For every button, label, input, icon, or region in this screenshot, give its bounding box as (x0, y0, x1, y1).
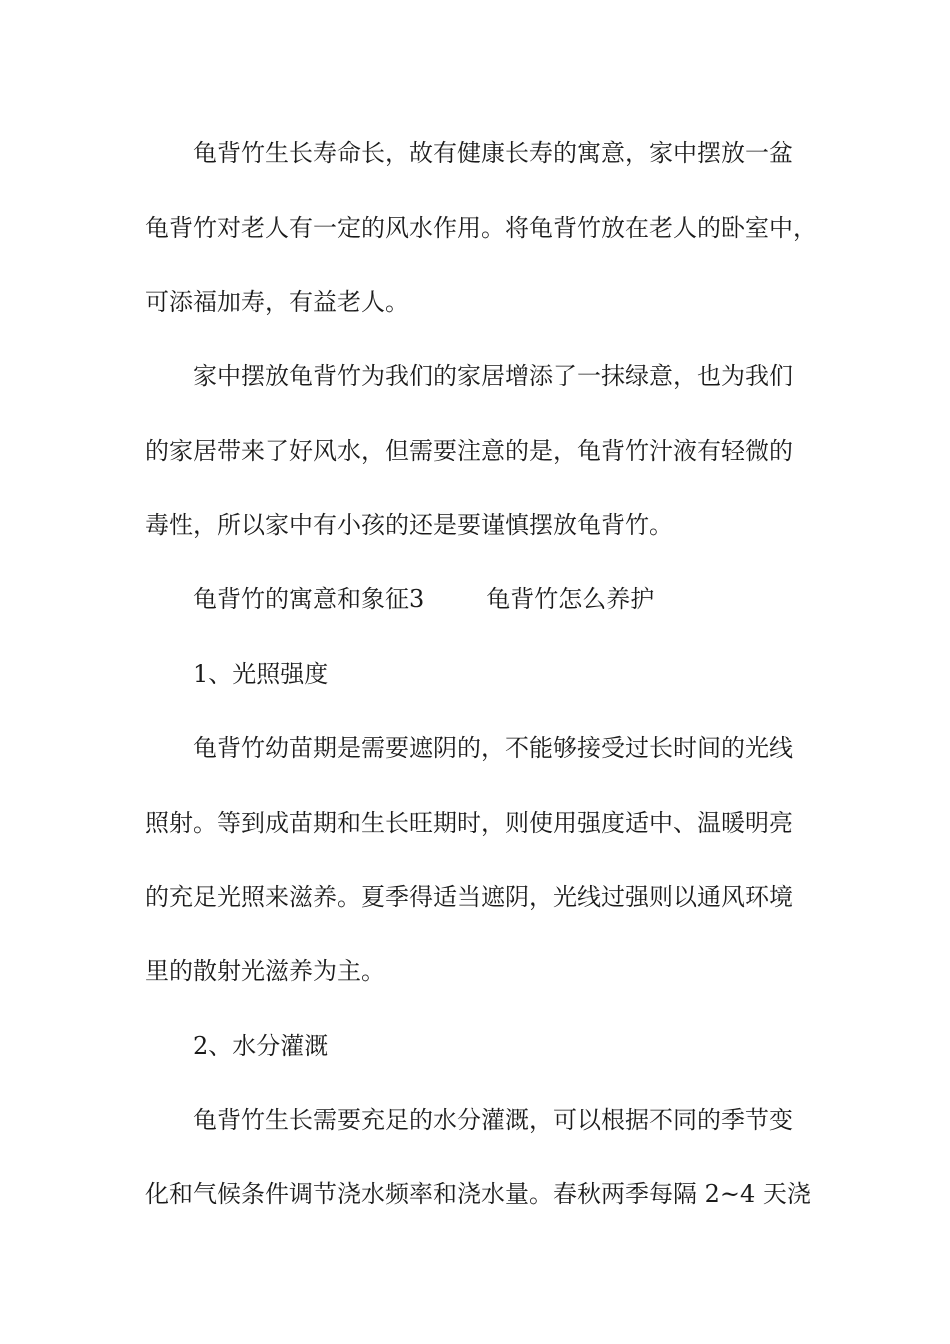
paragraph-1-line-3: 可添福加寿，有益老人。 (145, 288, 409, 316)
paragraph-2-line-3: 毒性，所以家中有小孩的还是要谨慎摆放龟背竹。 (145, 511, 673, 539)
paragraph-2-line-1: 家中摆放龟背竹为我们的家居增添了一抹绿意，也为我们 (193, 362, 793, 390)
subsection-2-line-2: 化和气候条件调节浇水频率和浇水量。春秋两季每隔 2~4 天浇 (145, 1180, 811, 1208)
paragraph-1-line-2: 龟背竹对老人有一定的风水作用。将龟背竹放在老人的卧室中， (145, 214, 817, 242)
paragraph-2-line-2: 的家居带来了好风水，但需要注意的是，龟背竹汁液有轻微的 (145, 437, 793, 465)
subsection-1-line-4: 里的散射光滋养为主。 (145, 957, 385, 985)
subsection-1-line-3: 的充足光照来滋养。夏季得适当遮阴，光线过强则以通风环境 (145, 883, 793, 911)
section-heading (193, 584, 654, 614)
subsection-2-title: 2、水分灌溉 (193, 1032, 329, 1060)
paragraph-1-line-1: 龟背竹生长寿命长，故有健康长寿的寓意，家中摆放一盆 (193, 139, 793, 167)
subsection-1-line-2: 照射。等到成苗期和生长旺期时，则使用强度适中、温暖明亮 (145, 809, 793, 837)
section-heading-title: 龟背竹怎么养护 (486, 585, 655, 613)
subsection-1-line-1: 龟背竹幼苗期是需要遮阴的，不能够接受过长时间的光线 (193, 734, 793, 762)
subsection-2-line-1: 龟背竹生长需要充足的水分灌溉，可以根据不同的季节变 (193, 1106, 793, 1134)
section-heading-number: 龟背竹的寓意和象征3 (193, 585, 425, 613)
subsection-1-title: 1、光照强度 (193, 660, 329, 688)
